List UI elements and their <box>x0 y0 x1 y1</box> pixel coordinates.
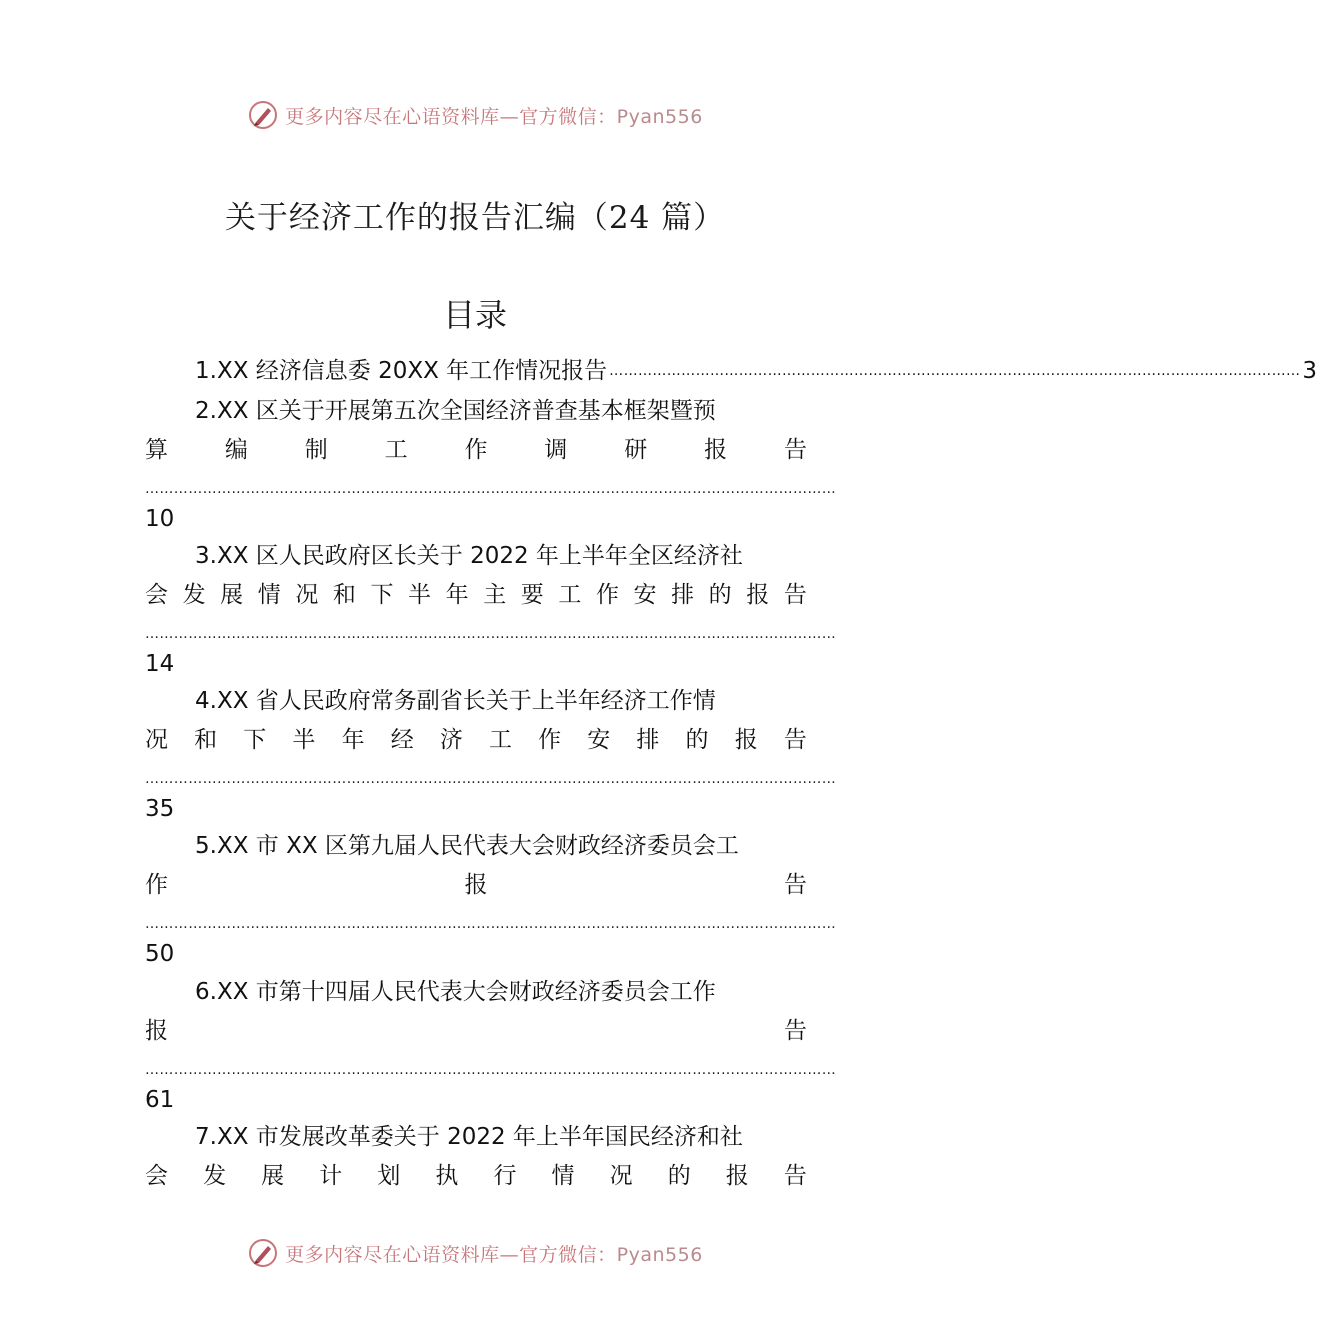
header-watermark <box>0 95 950 135</box>
toc-heading: 目录 <box>442 296 507 334</box>
document-title: 关于经济工作的报告汇编（24 篇） <box>224 200 726 236</box>
toc-entry-5-line1: 5.XX 市 XX 区第九届人民代表大会财政经济委员会工 <box>195 833 739 859</box>
toc-entry-2-line2: 算 编 制 工 作 调 研 报 告 <box>145 437 807 463</box>
toc-entry-5-line2: 作 报 告 <box>145 872 807 898</box>
watermark-text: 更多内容尽在心语资料库—官方微信：Pyan556 <box>285 1243 703 1266</box>
toc-entry-1 <box>195 356 1317 386</box>
toc-entry-page: 14 <box>145 651 175 677</box>
dot-leader: ……………………………………………………………………………………………………………………………… <box>609 363 1301 379</box>
toc-entry-3-line2: 会 发 展 情 况 和 下 半 年 主 要 工 作 安 排 的 报 告 <box>145 582 807 608</box>
toc-entry-6-line1: 6.XX 市第十四届人民代表大会财政经济委员会工作 <box>195 979 716 1005</box>
toc-entry-page: 50 <box>145 941 175 967</box>
toc-entry-page: 61 <box>145 1087 175 1113</box>
toc-entry-4-line1: 4.XX 省人民政府常务副省长关于上半年经济工作情 <box>195 688 716 714</box>
watermark-text: 更多内容尽在心语资料库—官方微信：Pyan556 <box>285 105 703 128</box>
dot-leader: ……………………………………………………………………………………………………………………………… <box>145 1062 837 1078</box>
toc-entry-4-line2: 况 和 下 半 年 经 济 工 作 安 排 的 报 告 <box>145 727 807 753</box>
toc-entry-page: 3 <box>1302 358 1317 384</box>
footer-watermark <box>0 1233 950 1273</box>
pen-logo-icon <box>247 1237 279 1269</box>
toc-entry-page: 10 <box>145 506 175 532</box>
toc-entry-title: 1.XX 经济信息委 20XX 年工作情况报告 <box>195 358 608 384</box>
toc-entry-page: 35 <box>145 796 175 822</box>
toc-entry-6-line2: 报 告 <box>145 1018 807 1044</box>
toc-entry-7-line2: 会 发 展 计 划 执 行 情 况 的 报 告 <box>145 1163 807 1189</box>
toc-entry-2-line1: 2.XX 区关于开展第五次全国经济普查基本框架暨预 <box>195 398 716 424</box>
pen-logo-icon <box>247 99 279 131</box>
toc-entry-3-line1: 3.XX 区人民政府区长关于 2022 年上半年全区经济社 <box>195 543 743 569</box>
toc-entry-7-line1: 7.XX 市发展改革委关于 2022 年上半年国民经济和社 <box>195 1124 743 1150</box>
dot-leader: ……………………………………………………………………………………………………………………………… <box>145 481 837 497</box>
dot-leader: ……………………………………………………………………………………………………………………………… <box>145 626 837 642</box>
dot-leader: ……………………………………………………………………………………………………………………………… <box>145 916 837 932</box>
dot-leader: ……………………………………………………………………………………………………………………………… <box>145 771 837 787</box>
